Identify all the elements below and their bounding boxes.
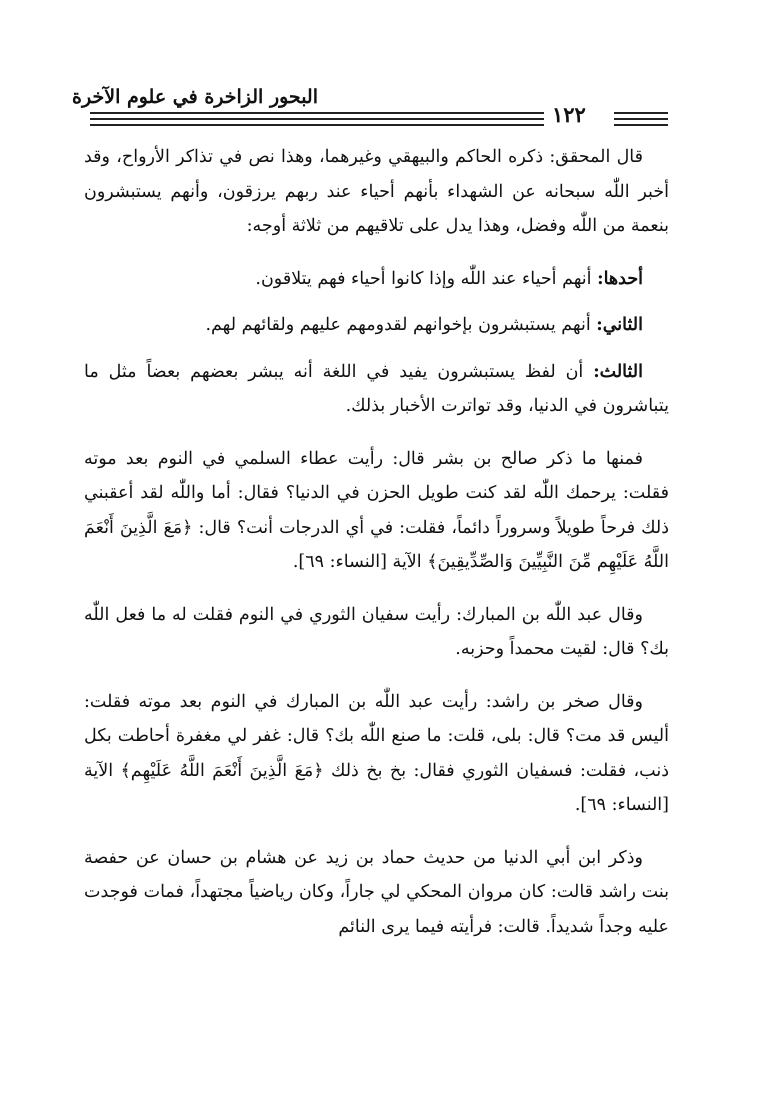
paragraph-text: وذكر ابن أبي الدنيا من حديث حماد بن زيد عن هشام بن حسان عن حفصة بنت راشد قالت: كان مروان المحكي لي جاراً، وكان رياضياً مجتهداً، فمات فوجدت عليه وجداً شديداً. قالت: فرأيته فيما يرى النائم: [84, 847, 669, 937]
header-rule-middle: [90, 118, 544, 120]
paragraph-text: وقال صخر بن راشد: رأيت عبد اللّٰه بن المبارك في النوم بعد موته فقلت: أليس قد مت؟ قال: بلى، قلت: ما صنع اللّٰه بك؟ قال: غفر لي مغفرة أحاطت بكل ذنب، فقلت: فسفيان الثوري فقال: بخ بخ ذلك ﴿مَعَ الَّذِينَ أَنْعَمَ اللَّهُ عَلَيْهِم﴾ الآية [النساء: ٦٩].: [84, 691, 669, 815]
header-rule-right-middle: [614, 118, 668, 120]
paragraph-intro: [84, 140, 669, 244]
paragraph-first-aspect: [84, 262, 669, 297]
paragraph-lead: أحدها:: [597, 268, 643, 289]
paragraph-ata-dream: [84, 442, 669, 580]
header-rule-top: [90, 112, 544, 114]
paragraph-ibn-mubarak-dream: [84, 685, 669, 823]
paragraph-text: أن لفظ يستبشرون يفيد في اللغة أنه يبشر بعضهم بعضاً مثل ما يتباشرون في الدنيا، وقد تواترت الأخبار بذلك.: [84, 361, 669, 416]
paragraph-lead: الثالث:: [593, 361, 643, 382]
header-rule-right-bottom: [614, 124, 668, 126]
running-title: البحور الزاخرة في علوم الآخرة: [72, 86, 318, 108]
page-number: ١٢٢: [552, 102, 586, 127]
paragraph-text: أنهم أحياء عند اللّٰه وإذا كانوا أحياء فهم يتلاقون.: [255, 268, 598, 289]
paragraph-second-aspect: [84, 308, 669, 343]
paragraph-third-aspect: [84, 355, 669, 424]
paragraph-text: قال المحقق: ذكره الحاكم والبيهقي وغيرهما، وهذا نص في تذاكر الأرواح، وقد أخبر اللّٰه سبحانه عن الشهداء بأنهم أحياء عند ربهم يرزقون، وأنهم يستبشرون بنعمة من اللّٰه وفضل، وهذا يدل على تلاقيهم من ثلاثة أوجه:: [84, 147, 669, 236]
header-rule-bottom: [90, 124, 544, 126]
paragraph-text: وقال عبد اللّٰه بن المبارك: رأيت سفيان الثوري في النوم فقلت له ما فعل اللّٰه بك؟ قال: لقيت محمداً وحزبه.: [84, 604, 669, 659]
paragraph-text: فمنها ما ذكر صالح بن بشر قال: رأيت عطاء السلمي في النوم بعد موته فقلت: يرحمك اللّٰه لقد كنت طويل الحزن في الدنيا؟ فقال: أما واللّٰه لقد أعقبني ذلك فرحاً طويلاً وسروراً دائماً، فقلت: في أي الدرجات أنت؟ قال: ﴿مَعَ الَّذِينَ أَنْعَمَ اللَّهُ عَلَيْهِم مِّنَ النَّبِيِّينَ وَالصِّدِّيقِينَ﴾ الآية [النساء: ٦٩].: [84, 448, 669, 572]
paragraph-text: أنهم يستبشرون بإخوانهم لقدومهم عليهم ولقائهم لهم.: [205, 315, 597, 335]
paragraph-hafsa-narration: [84, 841, 669, 945]
page-body: [84, 140, 669, 962]
header-rule-right-top: [614, 112, 668, 114]
paragraph-lead: الثاني:: [596, 315, 643, 335]
paragraph-sufyan-dream: [84, 598, 669, 667]
